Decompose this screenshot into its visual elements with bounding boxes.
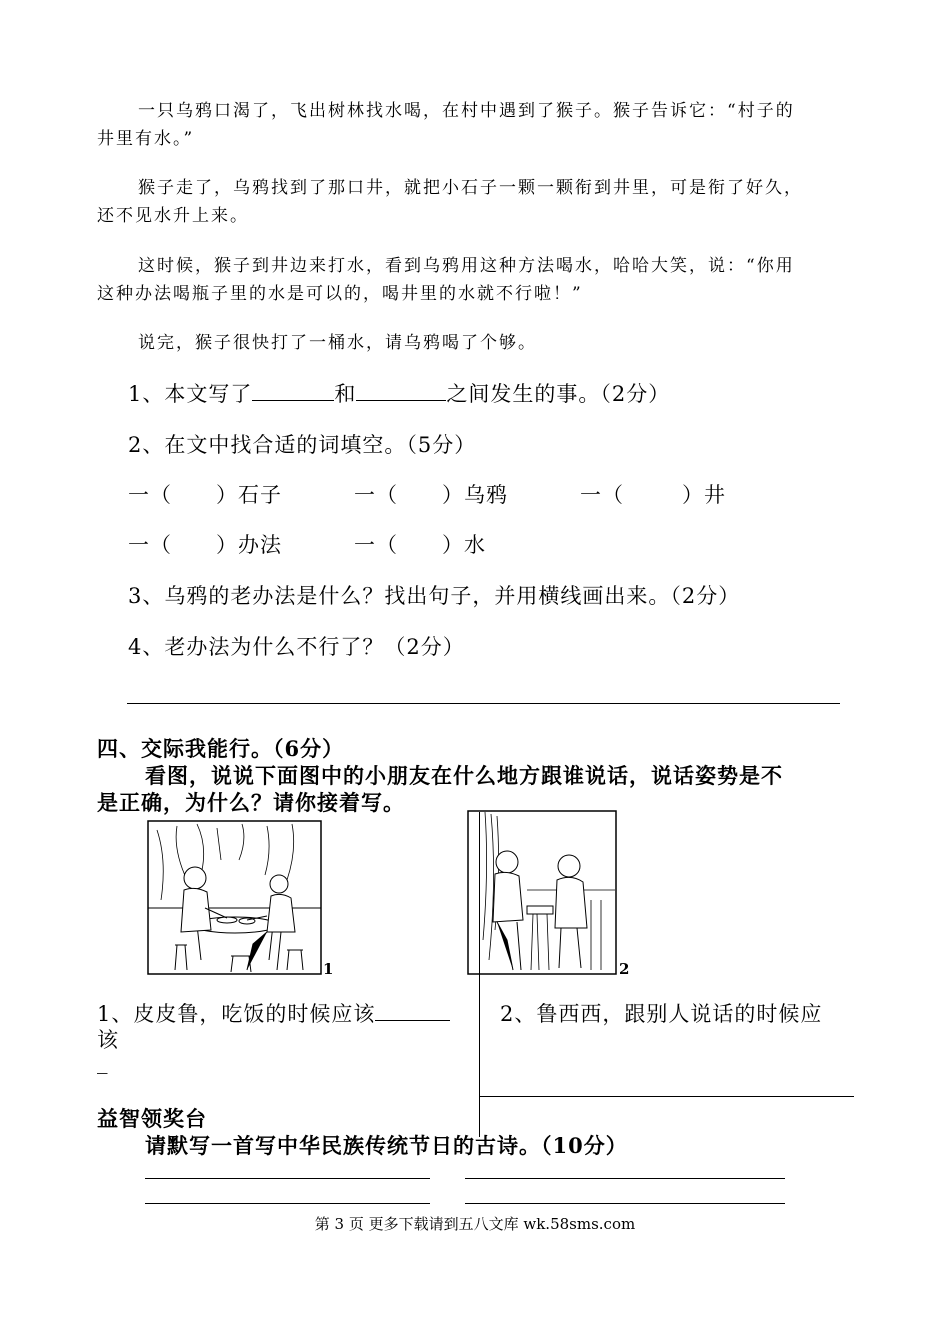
fill-item-2-prefix: 一（ [354, 483, 398, 507]
bonus-instruction: 请默写一首写中华民族传统节日的古诗。（10分） [145, 1133, 628, 1158]
conversation-drawing [467, 810, 617, 975]
poem-line-2-right[interactable] [465, 1203, 785, 1204]
question-3: 3、乌鸦的老办法是什么？找出句子，并用横线画出来。（2分） [128, 584, 741, 608]
answer-1-line1 [97, 998, 450, 1028]
poem-line-1-right[interactable] [465, 1178, 785, 1179]
answer-1-line3: _ [97, 1050, 109, 1074]
question-4: 4、老办法为什么不行了？（2分） [128, 635, 465, 659]
story-p3-line2: 这种办法喝瓶子里的水是可以的，喝井里的水就不行啦！” [97, 284, 583, 304]
dining-table-illustration [147, 820, 322, 975]
question-1-part-a: 1、本文写了 [128, 382, 253, 406]
page-footer: 第 3 页 更多下载请到五八文库 wk.58sms.com [314, 1215, 636, 1233]
fill-item-4 [128, 529, 282, 559]
poem-line-2-left[interactable] [145, 1203, 430, 1204]
story-p2-line2: 还不见水升上来。 [97, 206, 249, 226]
bonus-heading: 益智领奖台 [97, 1106, 207, 1131]
story-p1-line2: 井里有水。” [97, 129, 195, 149]
story-p3-line1: 这时候，猴子到井边来打水，看到乌鸦用这种方法喝水，哈哈大笑，说：“你用 [138, 256, 795, 276]
question-1-part-c: 之间发生的事。（2分） [446, 382, 671, 406]
poem-line-1-left[interactable] [145, 1178, 430, 1179]
fill-item-3-prefix: 一（ [580, 483, 624, 507]
fill-item-4-prefix: 一（ [128, 533, 172, 557]
answer-2-underline[interactable] [479, 1096, 854, 1097]
question-1 [128, 378, 670, 408]
conversation-illustration [467, 810, 617, 975]
fill-item-5-prefix: 一（ [354, 533, 398, 557]
question-1-blank-2[interactable] [356, 380, 446, 401]
fill-item-2-word: 乌鸦 [464, 483, 508, 507]
fill-item-2-close: ） [442, 483, 464, 507]
story-p1-line1: 一只乌鸦口渴了，飞出树林找水喝，在村中遇到了猴子。猴子告诉它：“村子的 [138, 101, 795, 121]
question-1-blank-1[interactable] [252, 380, 334, 401]
dining-table-drawing [147, 820, 322, 975]
fill-item-5-close: ） [442, 533, 464, 557]
fill-item-5-word: 水 [464, 533, 486, 557]
question-2: 2、在文中找合适的词填空。（5分） [128, 433, 477, 457]
answer-2-line1: 2、鲁西西，跟别人说话的时候应 [500, 1002, 823, 1026]
fill-item-4-word: 办法 [238, 533, 282, 557]
column-divider [479, 812, 480, 1137]
fill-item-1-word: 石子 [238, 483, 282, 507]
question-1-part-b: 和 [334, 382, 357, 406]
story-p4-line1: 说完，猴子很快打了一桶水，请乌鸦喝了个够。 [138, 333, 537, 353]
fill-item-4-close: ） [216, 533, 238, 557]
answer-1-blank[interactable] [375, 1000, 450, 1021]
fill-item-1-close: ） [216, 483, 238, 507]
section-4-heading: 四、交际我能行。（6分） [97, 736, 345, 761]
question-4-answer-line[interactable] [127, 703, 840, 704]
answer-1-prompt: 1、皮皮鲁，吃饭的时候应该 [97, 1002, 376, 1026]
fill-item-1 [128, 479, 282, 509]
section-4-instruction-line1: 看图，说说下面图中的小朋友在什么地方跟谁说话，说话姿势是不 [145, 763, 783, 788]
answer-1-line2: 该 [97, 1028, 119, 1052]
picture-1-label: 1 [323, 960, 334, 978]
fill-item-2 [354, 479, 508, 509]
section-4-instruction-line2: 是正确，为什么？请你接着写。 [97, 790, 405, 815]
fill-item-1-prefix: 一（ [128, 483, 172, 507]
picture-2-label: 2 [619, 960, 630, 978]
story-p2-line1: 猴子走了，乌鸦找到了那口井，就把小石子一颗一颗衔到井里，可是衔了好久， [138, 178, 803, 198]
fill-item-3-close: ） [682, 483, 704, 507]
fill-item-3-word: 井 [704, 483, 726, 507]
fill-item-3 [580, 479, 726, 509]
fill-item-5 [354, 529, 486, 559]
